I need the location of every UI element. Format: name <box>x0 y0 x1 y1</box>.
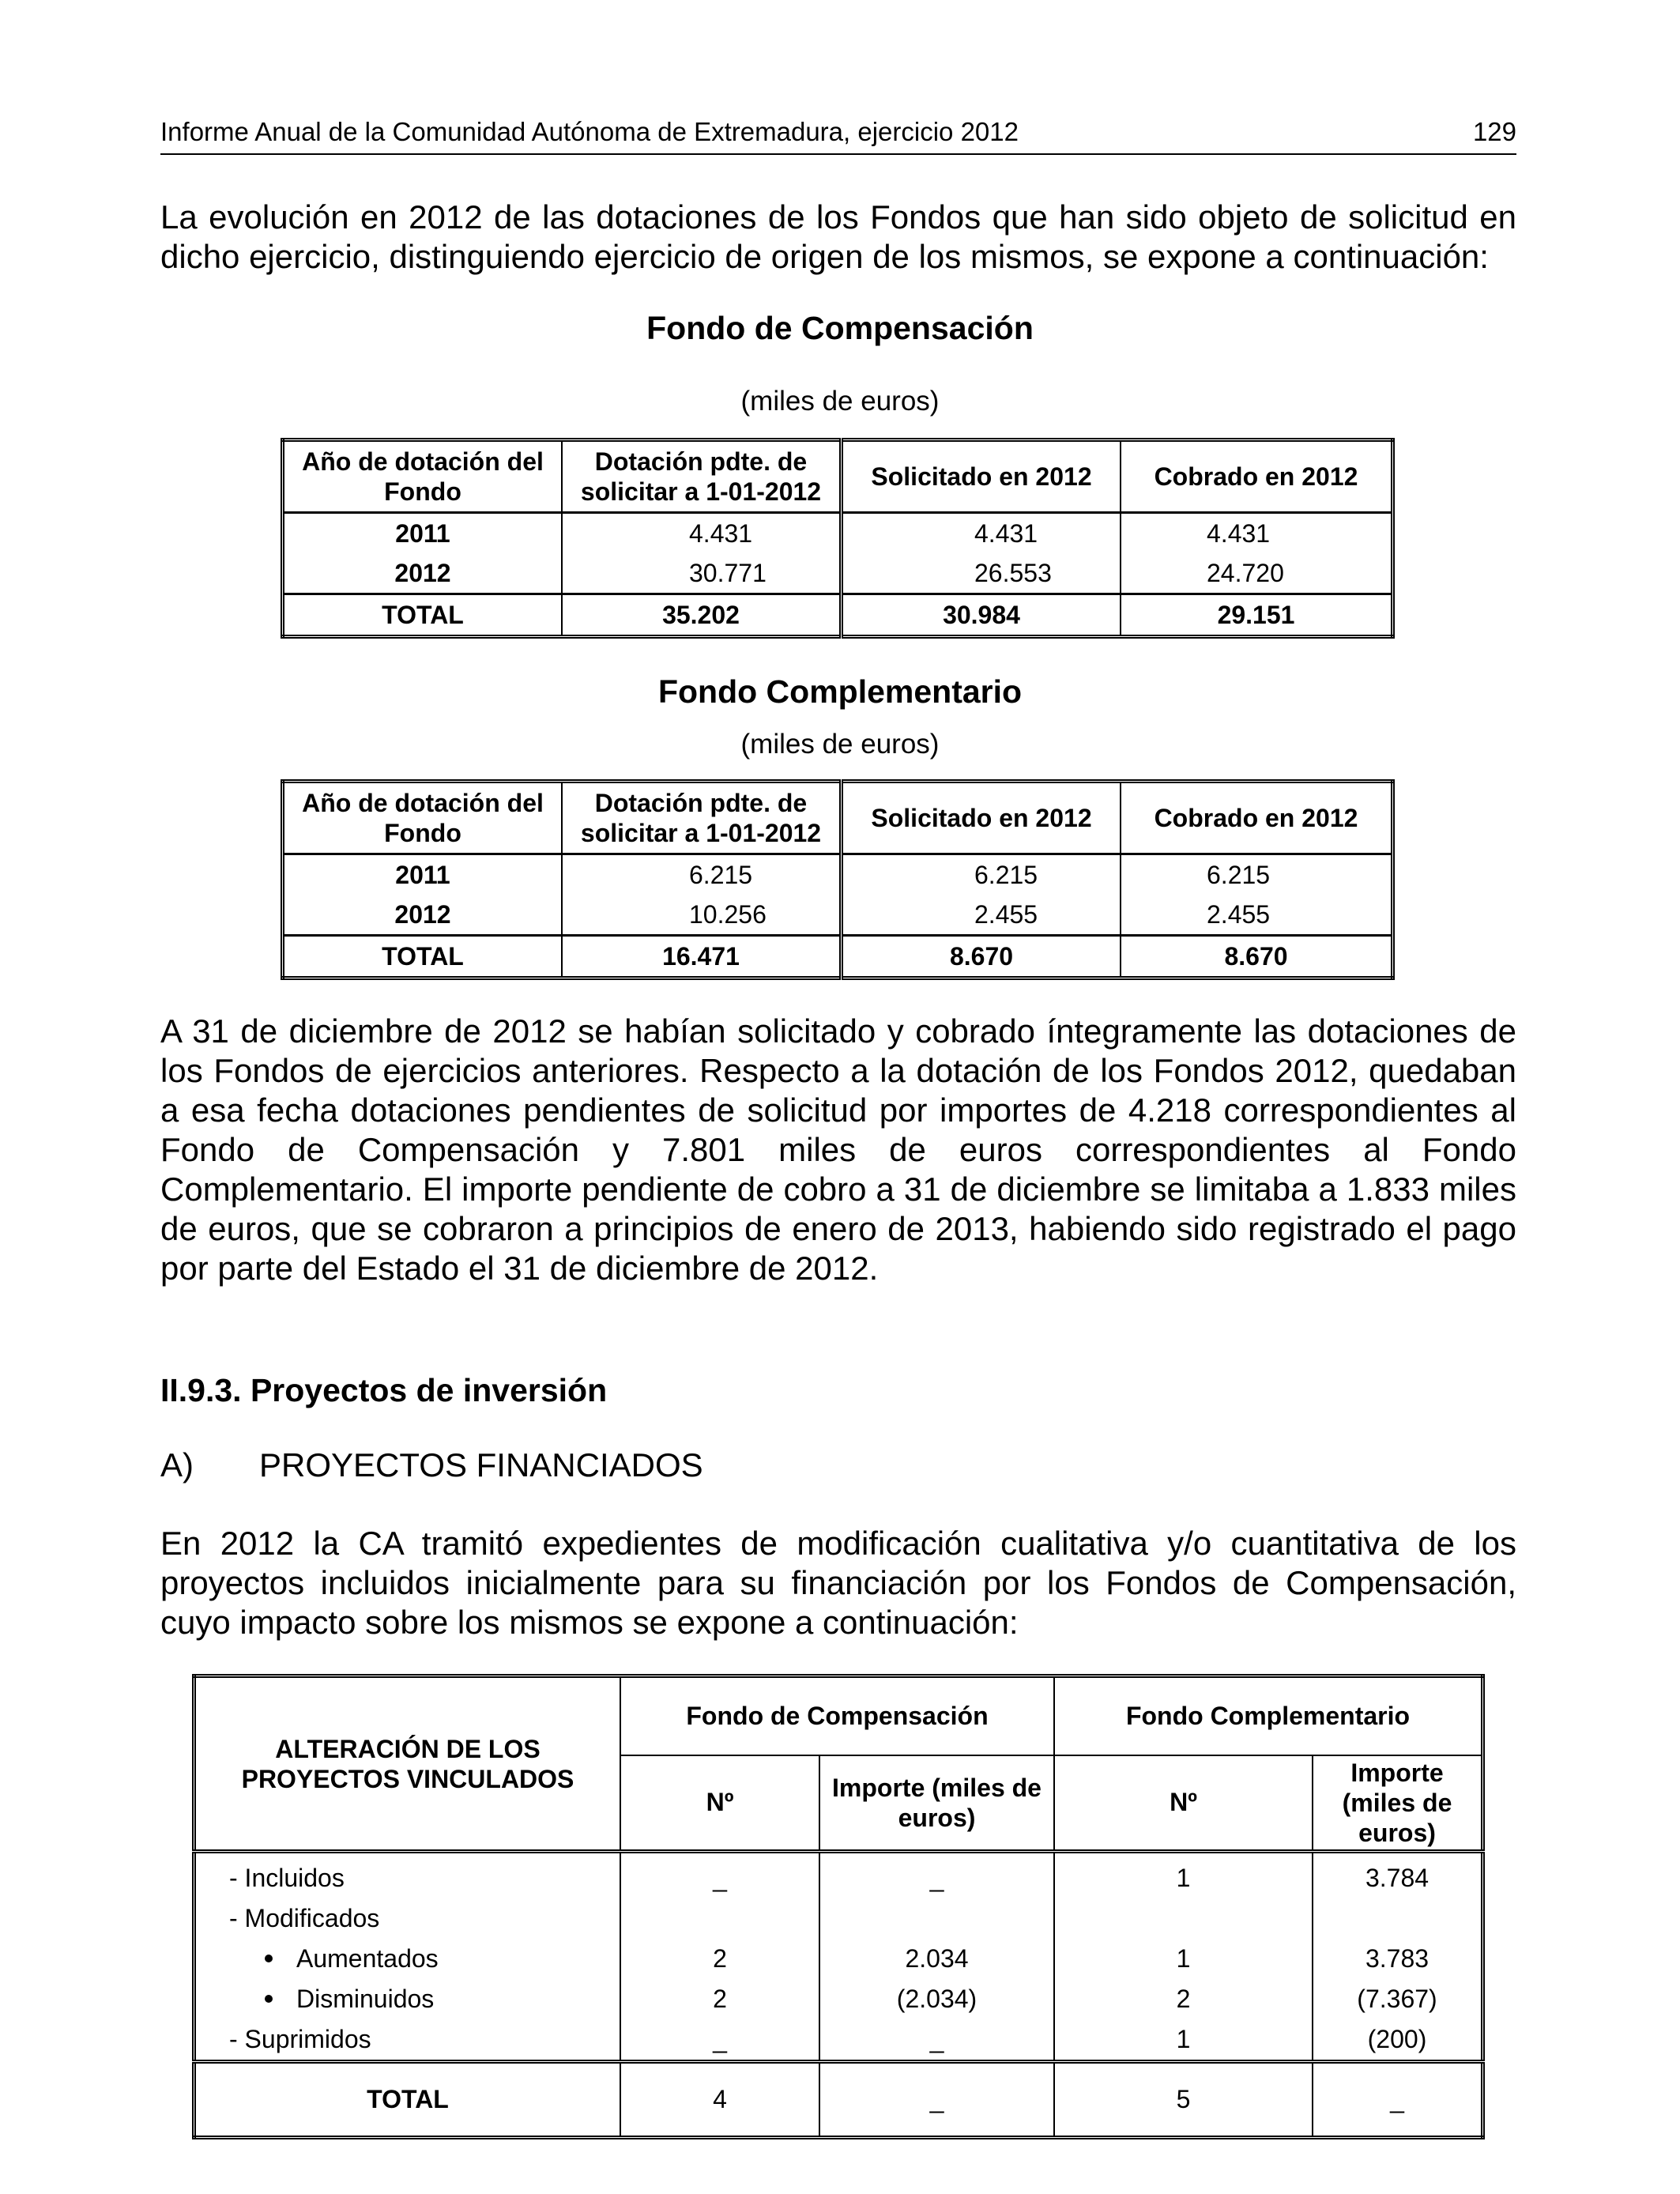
header-cell: Año de dotación del Fondo <box>283 782 563 854</box>
table-row <box>283 895 1393 936</box>
col-header-importe: Importe (miles de euros) <box>819 1755 1054 1852</box>
group-header-complementario: Fondo Complementario <box>1054 1676 1483 1755</box>
value-cell: 30.771 <box>562 553 842 594</box>
value-cell: _ <box>713 2025 727 2053</box>
group-header-compensacion: Fondo de Compensación <box>620 1676 1054 1755</box>
year-cell: 2011 <box>283 854 563 895</box>
header-cell: Solicitado en 2012 <box>842 440 1121 513</box>
value-cell: 10.256 <box>562 895 842 936</box>
value-cell: 2 <box>713 1985 727 2013</box>
value-cell: 4.431 <box>842 513 1121 554</box>
compensacion-table <box>281 438 1395 639</box>
total-cell: _ <box>819 2062 1054 2138</box>
bullet-icon <box>265 1995 273 2003</box>
year-cell: 2012 <box>283 895 563 936</box>
header-cell: Año de dotación del Fondo <box>283 440 563 513</box>
comp-n-column <box>620 1852 819 2062</box>
header-title: Informe Anual de la Comunidad Autónoma de Extremadura, ejercicio 2012 <box>160 117 1019 146</box>
year-cell: 2012 <box>283 553 563 594</box>
value-cell: 4.431 <box>562 513 842 554</box>
total-row <box>283 936 1393 978</box>
table-header-row <box>283 782 1393 854</box>
value-cell: 2 <box>1176 1985 1191 2013</box>
value-cell: 1 <box>1176 1864 1191 1892</box>
table-row <box>283 553 1393 594</box>
value-cell: 6.215 <box>562 854 842 895</box>
group-header-row <box>194 1676 1483 1755</box>
row-header-cell: ALTERACIÓN DE LOS PROYECTOS VINCULADOS <box>194 1676 621 1852</box>
col-header-n: Nº <box>620 1755 819 1852</box>
list-item: - Incluidos <box>229 1864 345 1892</box>
value-cell: (7.367) <box>1357 1985 1437 2013</box>
value-cell: _ <box>929 2025 944 2053</box>
header-cell: Dotación pdte. de solicitar a 1-01-2012 <box>562 440 842 513</box>
value-cell: 2.034 <box>905 1944 969 1973</box>
total-cell: 30.984 <box>842 594 1121 637</box>
total-row <box>283 594 1393 637</box>
total-row <box>194 2062 1483 2138</box>
table-header-row <box>283 440 1393 513</box>
value-cell: (2.034) <box>896 1985 977 2013</box>
section-title: II.9.3. Proyectos de inversión <box>160 1372 608 1408</box>
page-header <box>160 117 1516 155</box>
header-cell: Solicitado en 2012 <box>842 782 1121 854</box>
value-cell: 4.431 <box>1121 513 1393 554</box>
table-row <box>283 854 1393 895</box>
complementario-units: (miles de euros) <box>740 729 940 760</box>
summary-paragraph: A 31 de diciembre de 2012 se habían solicitado y cobrado íntegramente las dotaciones de los Fondos de ejercicios anteriores. Respecto a la dotación de los Fondos 2012, quedaban a esa fecha dotaciones pendientes de solicitud por importes de 4.218 correspondientes al Fondo de Compensación y 7.801 miles de euros correspondientes al Fondo Complementario. El importe pendiente de cobro a 31 de diciembre se limitaba a 1.833 miles de euros, que se cobraron a principios de enero de 2013, habiendo sido registrado el pago por parte del Estado el 31 de diciembre de 2012. <box>160 1012 1516 1287</box>
total-cell: 4 <box>620 2062 819 2138</box>
value-cell: 24.720 <box>1121 553 1393 594</box>
subsection-letter: A) <box>160 1446 194 1483</box>
header-cell: Dotación pdte. de solicitar a 1-01-2012 <box>562 782 842 854</box>
list-item: - Suprimidos <box>229 2025 371 2053</box>
total-cell: 16.471 <box>562 936 842 978</box>
table-row <box>194 1852 1483 2062</box>
comp-importe-column <box>819 1852 1054 2062</box>
value-cell <box>1313 1898 1481 1939</box>
value-cell <box>621 1898 819 1939</box>
bullet-icon <box>265 1955 273 1962</box>
value-cell: 6.215 <box>1121 854 1393 895</box>
compl-n-column <box>1054 1852 1313 2062</box>
complementario-title: Fondo Complementario <box>657 673 1023 710</box>
total-label: TOTAL <box>283 594 563 637</box>
col-header-n: Nº <box>1054 1755 1313 1852</box>
total-cell: 35.202 <box>562 594 842 637</box>
value-cell: 2.455 <box>1121 895 1393 936</box>
value-cell: (200) <box>1367 2025 1427 2053</box>
total-label: TOTAL <box>194 2062 621 2138</box>
value-cell <box>1055 1898 1312 1939</box>
header-cell: Cobrado en 2012 <box>1121 440 1393 513</box>
value-cell: 2 <box>713 1944 727 1973</box>
value-cell: 3.784 <box>1365 1864 1430 1892</box>
list-item: Aumentados <box>229 1939 620 1979</box>
total-cell: 8.670 <box>842 936 1121 978</box>
compl-importe-column <box>1313 1852 1483 2062</box>
projects-table <box>192 1674 1485 2139</box>
value-cell: _ <box>929 1864 944 1892</box>
complementario-table <box>281 779 1395 980</box>
value-cell: _ <box>713 1864 727 1892</box>
col-header-importe: Importe (miles de euros) <box>1313 1755 1483 1852</box>
compensacion-title: Fondo de Compensación <box>646 310 1034 346</box>
value-cell: 1 <box>1176 1944 1191 1973</box>
header-cell: Cobrado en 2012 <box>1121 782 1393 854</box>
total-cell: 29.151 <box>1121 594 1393 637</box>
compensacion-units: (miles de euros) <box>740 386 940 417</box>
page-number: 129 <box>1472 117 1516 146</box>
value-cell <box>820 1898 1053 1939</box>
total-cell: 8.670 <box>1121 936 1393 978</box>
table-row <box>283 513 1393 554</box>
total-label: TOTAL <box>283 936 563 978</box>
total-cell: _ <box>1313 2062 1483 2138</box>
value-cell: 26.553 <box>842 553 1121 594</box>
subsection-label: PROYECTOS FINANCIADOS <box>259 1446 703 1483</box>
total-cell: 5 <box>1054 2062 1313 2138</box>
projects-paragraph: En 2012 la CA tramitó expedientes de modificación cualitativa y/o cuantitativa de los proyectos incluidos inicialmente para su financiación por los Fondos de Compensación, cuyo impacto sobre los mismos se expone a continuación: <box>160 1525 1516 1641</box>
value-cell: 6.215 <box>842 854 1121 895</box>
items-cell <box>194 1852 621 2062</box>
list-item: - Modificados <box>229 1904 380 1932</box>
intro-paragraph: La evolución en 2012 de las dotaciones de los Fondos que han sido objeto de solicitud en dicho ejercicio, distinguiendo ejercicio de origen de los mismos, se expone a continuación: <box>160 198 1516 275</box>
value-cell: 2.455 <box>842 895 1121 936</box>
year-cell: 2011 <box>283 513 563 554</box>
value-cell: 3.783 <box>1365 1944 1430 1973</box>
list-item: Disminuidos <box>229 1979 620 2019</box>
value-cell: 1 <box>1176 2025 1191 2053</box>
